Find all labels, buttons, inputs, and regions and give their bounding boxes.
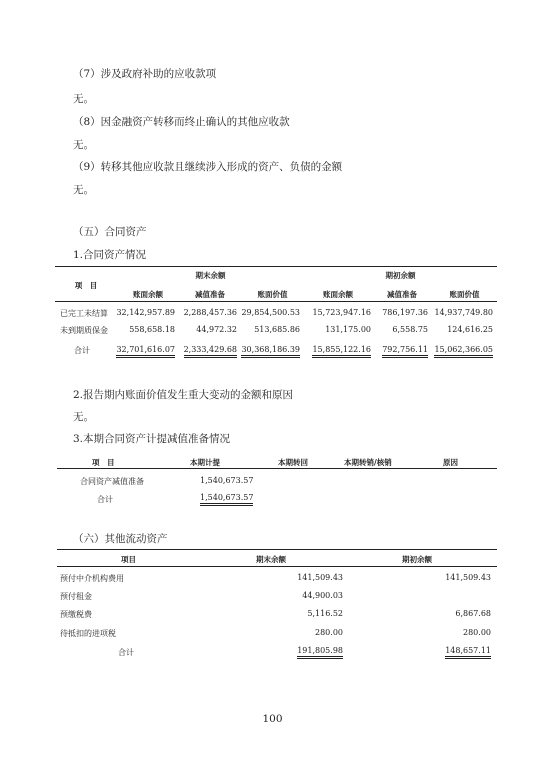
table-cell: 6,558.75: [392, 325, 428, 334]
section-5-title: （五）合同资产: [73, 226, 147, 238]
table-cell: 15,723,947.16: [312, 308, 371, 317]
table1-col-2: 减值准备: [195, 290, 225, 299]
table2-header-item: 项 目: [92, 458, 115, 467]
para-none-2: 无。: [73, 139, 94, 151]
table-cell: 558,658.18: [129, 325, 175, 334]
table1-col-4: 账面余额: [323, 290, 353, 299]
table3-header-begin: 期初余额: [402, 555, 432, 564]
para-9: （9）转移其他应收款且继续涉入形成的资产、负债的金额: [73, 161, 343, 173]
section-6-title: （六）其他流动资产: [73, 533, 168, 545]
table2-header-writeoff: 本期转销/核销: [344, 458, 392, 467]
table-row-label: 预付租金: [60, 592, 92, 601]
page-number: 100: [262, 713, 283, 725]
section-5-sub2: 2.报告期内账面价值发生重大变动的金额和原因: [73, 389, 294, 401]
table1-header-rule: [55, 301, 497, 302]
section-5-sub3: 3.本期合同资产计提减值准备情况: [73, 433, 231, 445]
table-cell: 786,197.36: [382, 308, 428, 317]
para-none-3: 无。: [73, 184, 94, 196]
table-row-label: 未到期质保金: [60, 326, 108, 335]
table1-col-6: 账面价值: [449, 290, 480, 299]
table-cell: 6,867.68: [455, 609, 491, 618]
table-row-label: 预付中介机构费用: [60, 574, 124, 583]
table-cell: 15,855,122.16: [312, 345, 371, 358]
table-cell: 30,368,186.39: [241, 345, 300, 358]
table-cell: 513,685.86: [254, 325, 300, 334]
table1-col-5: 减值准备: [387, 290, 417, 299]
table3-header-end: 期末余额: [256, 555, 286, 564]
table1-col-1: 账面余额: [133, 290, 163, 299]
table1-top-rule: [55, 266, 497, 267]
table-cell: 44,972.32: [196, 325, 237, 334]
table2-header-reason: 原因: [443, 458, 458, 467]
table2-header-rule: [57, 468, 497, 469]
table-row-label: 已完工未结算: [60, 309, 108, 318]
table-cell: 792,756.11: [382, 345, 428, 358]
table-row-label: 合计: [118, 648, 134, 657]
table-cell: 124,616.25: [447, 325, 493, 334]
table1-col-3: 账面价值: [257, 290, 288, 299]
para-none-4: 无。: [73, 411, 94, 423]
section-5-sub1: 1.合同资产情况: [73, 249, 147, 261]
table-cell: 2,288,457.36: [183, 308, 237, 317]
table2-header-accrue: 本期计提: [190, 458, 220, 467]
table2-header-reverse: 本期转回: [278, 458, 308, 467]
table-cell: 1,540,673.57: [200, 476, 254, 485]
table1-group-begin: 期初余额: [385, 271, 416, 280]
table3-top-rule: [57, 549, 497, 550]
table-row-label: 合计: [74, 346, 90, 355]
table-cell: 191,805.98: [297, 646, 343, 659]
table-row-label: 合同资产减值准备: [80, 477, 144, 486]
para-7: （7）涉及政府补助的应收款项: [73, 68, 217, 80]
table3-header-rule: [57, 566, 497, 567]
para-8: （8）因金融资产转移而终止确认的其他应收款: [73, 116, 290, 128]
table-cell: 14,937,749.80: [434, 308, 493, 317]
table-cell: 141,509.43: [297, 573, 343, 582]
table-cell: 29,854,500.53: [241, 308, 300, 317]
table-cell: 15,062,366.05: [434, 345, 493, 358]
table-cell: 141,509.43: [445, 573, 491, 582]
table3-header-item: 项目: [121, 555, 136, 564]
table-cell: 131,175.00: [325, 325, 371, 334]
table-row-label: 待抵扣的进项税: [60, 629, 116, 638]
table-cell: 44,900.03: [302, 591, 343, 600]
table-cell: 148,657.11: [445, 646, 491, 659]
table-cell: 32,142,957.89: [116, 308, 175, 317]
table-cell: 32,701,616.07: [116, 345, 175, 358]
table1-group-end: 期末余额: [195, 271, 226, 280]
table-row-label: 预缴税费: [60, 610, 92, 619]
para-none-1: 无。: [73, 93, 94, 105]
table-cell: 1,540,673.57: [200, 493, 253, 506]
table-cell: 280.00: [463, 628, 491, 637]
table-cell: 5,116.52: [307, 609, 343, 618]
table-cell: 280.00: [315, 628, 343, 637]
table-row-label: 合计: [97, 495, 113, 504]
table1-item-header: 项 目: [74, 281, 98, 290]
table-cell: 2,333,429.68: [184, 345, 237, 358]
